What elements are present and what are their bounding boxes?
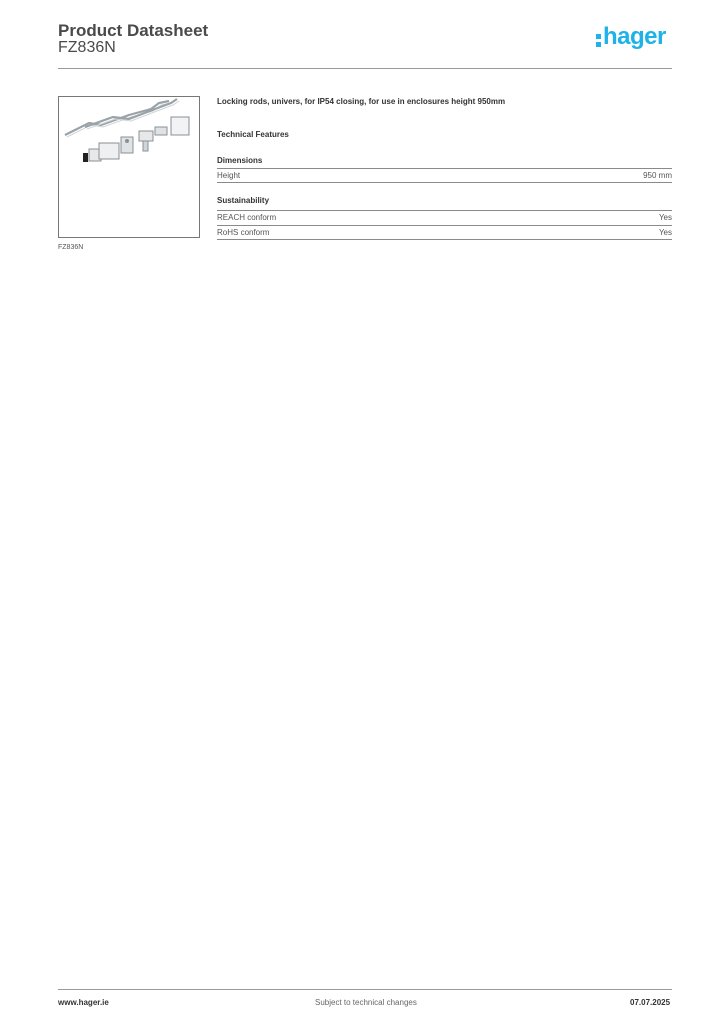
logo-text: hager: [603, 23, 666, 50]
row-value: Yes: [658, 228, 672, 237]
document-title: Product Datasheet: [58, 21, 209, 40]
row-label: RoHS conform: [217, 228, 270, 237]
row-divider: [217, 239, 672, 240]
technical-features-heading: Technical Features: [217, 130, 289, 139]
dimensions-heading: Dimensions: [217, 156, 263, 165]
table-row: [217, 171, 672, 180]
footer-date: 07.07.2025: [630, 998, 671, 1007]
footer-website-link[interactable]: www.hager.ie: [58, 998, 109, 1007]
header-divider: [58, 68, 672, 69]
footer-notice: Subject to technical changes: [315, 998, 417, 1007]
sustainability-heading: Sustainability: [217, 196, 270, 205]
product-description: Locking rods, univers, for IP54 closing, for use in enclosures height 950mm: [217, 97, 506, 106]
sustainability-divider: [217, 210, 672, 211]
row-divider: [217, 182, 672, 183]
table-row: [217, 213, 672, 222]
dimensions-divider: [217, 168, 672, 169]
row-label: Height: [217, 171, 241, 180]
row-label: REACH conform: [217, 213, 277, 222]
image-caption: FZ836N: [58, 244, 84, 251]
row-value: Yes: [658, 213, 672, 222]
footer-divider: [58, 989, 672, 990]
logo-colon-icon: [596, 34, 602, 48]
table-row: [217, 228, 672, 237]
row-divider: [217, 225, 672, 226]
row-value: 950 mm: [643, 171, 672, 180]
product-image: [58, 96, 200, 238]
locking-rods-illustration: [59, 97, 201, 239]
product-code: FZ836N: [58, 39, 116, 56]
